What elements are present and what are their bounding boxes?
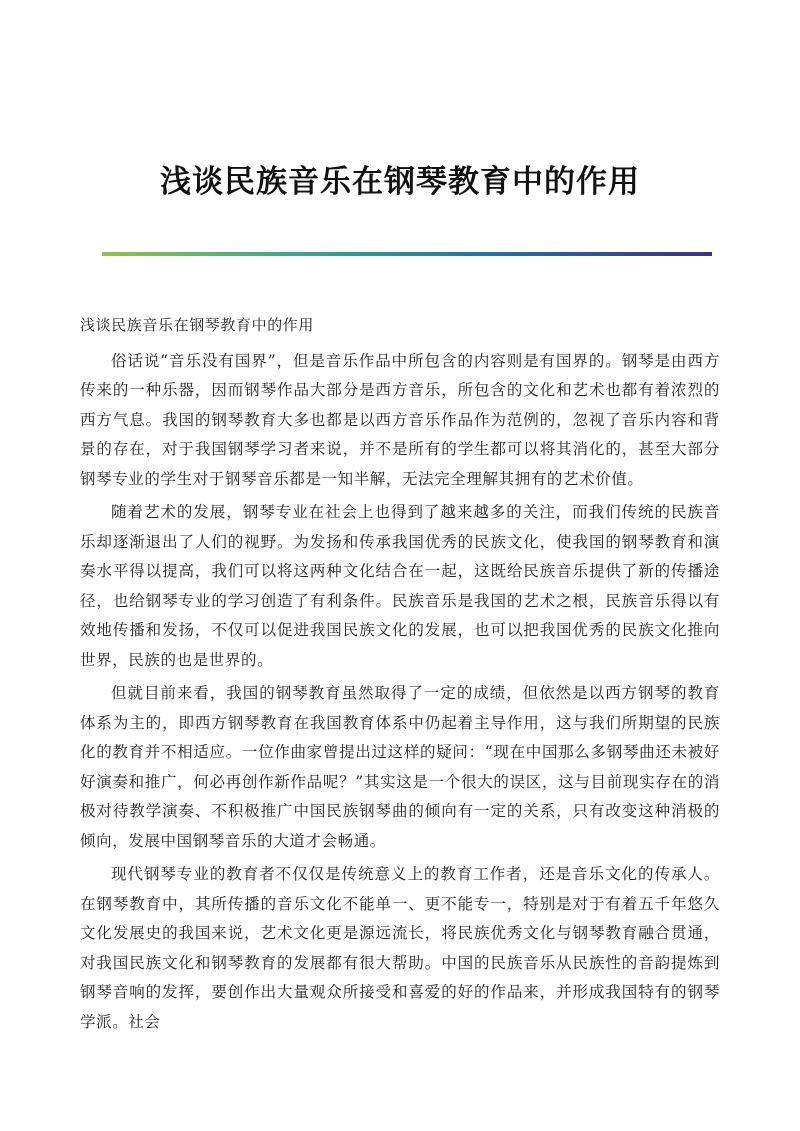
- document-subtitle: 浅谈民族音乐在钢琴教育中的作用: [80, 316, 315, 334]
- paragraph: 俗话说“音乐没有国界”，但是音乐作品中所包含的内容则是有国界的。钢琴是由西方传来的一种乐器，因而钢琴作品大部分是西方音乐，所包含的文化和艺术也都有着浓烈的西方气息。我国的钢琴教育大多也都是以西方音乐作品作为范例的，忽视了音乐内容和背景的存在，对于我国钢琴学习者来说，并不是所有的学生都可以将其消化的，甚至大部分钢琴专业的学生对于钢琴音乐都是一知半解，无法完全理解其拥有的艺术价值。: [80, 351, 720, 488]
- document-body: [80, 311, 720, 1041]
- title-divider: [102, 252, 712, 256]
- document-title: 浅谈民族音乐在钢琴教育中的作用: [160, 164, 640, 200]
- paragraph: 随着艺术的发展，钢琴专业在社会上也得到了越来越多的关注，而我们传统的民族音乐却逐渐退出了人们的视野。为发扬和传承我国优秀的民族文化，使我国的钢琴教育和演奏水平得以提高，我们可以将这两种文化结合在一起，这既给民族音乐提供了新的传播途径，也给钢琴专业的学习创造了有利条件。民族音乐是我国的艺术之根，民族音乐得以有效地传播和发扬，不仅可以促进我国民族文化的发展，也可以把我国优秀的民族文化推向世界，民族的也是世界的。: [80, 503, 720, 669]
- paragraph: 但就目前来看，我国的钢琴教育虽然取得了一定的成绩，但依然是以西方钢琴的教育体系为主的，即西方钢琴教育在我国教育体系中仍起着主导作用，这与我们所期望的民族化的教育并不相适应。一位作曲家曾提出过这样的疑问：“现在中国那么多钢琴曲还未被好好演奏和推广，何必再创作新作品呢？”其实这是一个很大的误区，这与目前现实存在的消极对待教学演奏、不积极推广中国民族钢琴曲的倾向有一定的关系，只有改变这种消极的倾向，发展中国钢琴音乐的大道才会畅通。: [80, 684, 720, 850]
- paragraph: 现代钢琴专业的教育者不仅仅是传统意义上的教育工作者，还是音乐文化的传承人。在钢琴教育中，其所传播的音乐文化不能单一、更不能专一，特别是对于有着五千年悠久文化发展史的我国来说，艺术文化更是源远流长，将民族优秀文化与钢琴教育融合贯通，对我国民族文化和钢琴教育的发展都有很大帮助。中国的民族音乐从民族性的音韵提炼到钢琴音响的发挥，要创作出大量观众所接受和喜爱的好的作品来，并形成我国特有的钢琴学派。社会: [80, 865, 720, 1031]
